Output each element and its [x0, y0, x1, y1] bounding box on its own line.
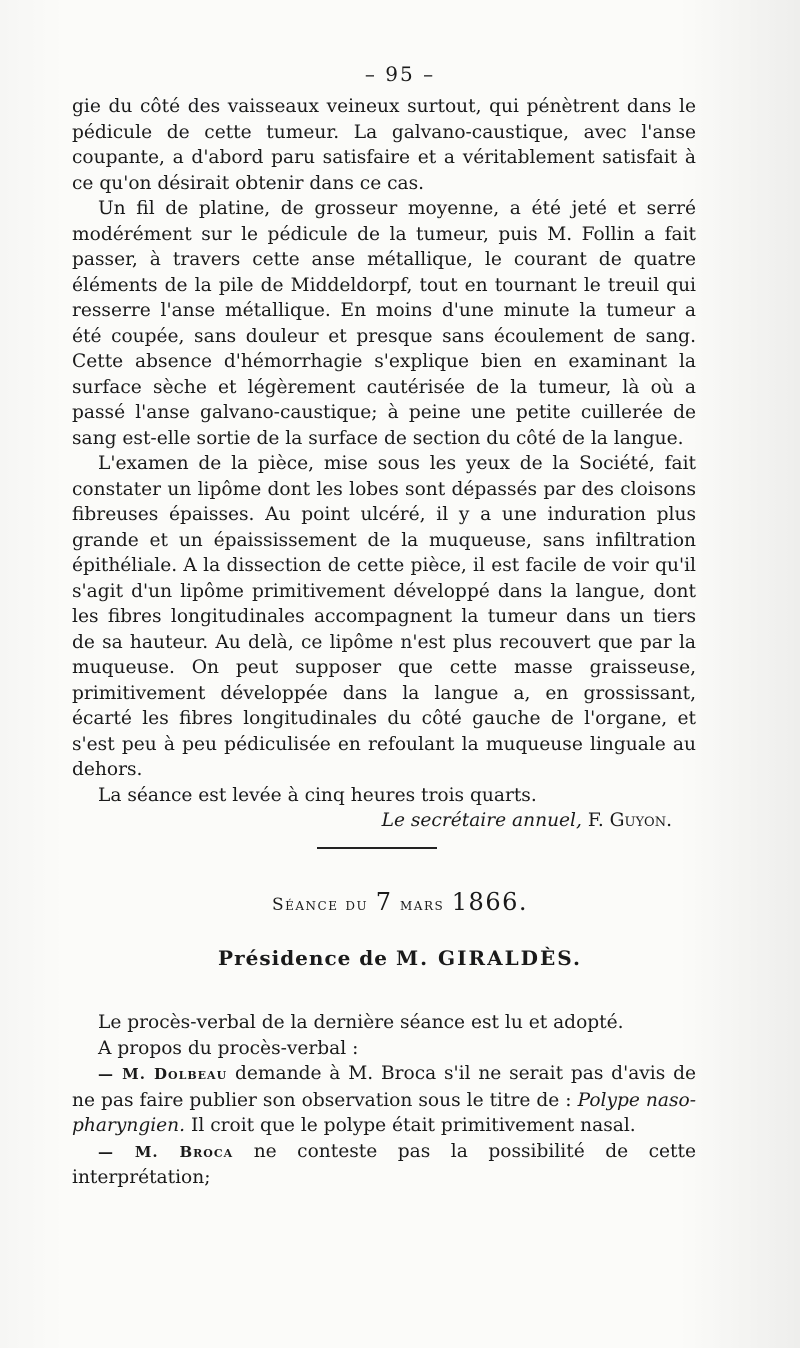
section-divider — [317, 847, 437, 849]
minutes-paragraph-2: A propos du procès-verbal : — [98, 1037, 359, 1059]
minutes-paragraph-1: Le procès-verbal de la dernière séance est lu et adopté. — [98, 1012, 624, 1033]
session-prefix: Séance du — [271, 895, 369, 915]
minutes-paragraph-4 — [72, 1139, 696, 1191]
dolbeau-text-b: Il croit que le polype était primitivement nasal. — [191, 1115, 636, 1136]
page-number: – 95 – — [364, 62, 436, 86]
signature-name: F. Guyon. — [587, 810, 672, 831]
broca-text: ne conteste pas la possibilité de cette interprétation; — [72, 1140, 696, 1188]
minutes-text-block — [72, 1010, 696, 1191]
paragraph-1: gie du côté des vaisseaux veineux surtout, qui pénètrent dans le pédicule de cette tumeur. La galvano-caustique, avec l'anse coupante, a d'abord paru satisfaire et a véritablement satisfait à ce qu'on désirait obtenir dans ce cas. — [72, 96, 696, 194]
dolbeau-text-a: demande à M. Broca s'il ne serait pas d'avis de ne pas faire publier son observation sous le titre de : — [72, 1063, 696, 1111]
presidency-name: M. GIRALDÈS. — [395, 946, 582, 970]
session-month: mars — [400, 895, 445, 915]
session-heading — [0, 888, 800, 916]
presidency-heading — [0, 946, 800, 970]
speaker-dolbeau: — M. Dolbeau — [98, 1065, 228, 1083]
paragraph-3: L'examen de la pièce, mise sous les yeux de la Société, fait constater un lipôme dont les lobes sont dépassés par des cloisons fibreuses épaisses. Au point ulcéré, il y a une induration plus grande et un épaississement de la muqueuse, sans infiltration épithéliale. A la dissection de cette pièce, il est facile de voir qu'il s'agit d'un lipôme primitivement développé dans la langue, dont les fibres longitudinales accompagnent la tumeur dans un tiers de sa hauteur. Au delà, ce lipôme n'est plus recouvert que par la muqueuse. On peut supposer que cette masse graisseuse, primitivement développée dans la langue a, en grossissant, écarté les fibres longitudinales du côté gauche de l'organe, et s'est peu à peu pédiculisée en refoulant la muqueuse linguale au dehors. — [72, 453, 696, 780]
signature — [72, 808, 696, 834]
session-day: 7 — [375, 888, 393, 916]
dolbeau-title-italic: Polype naso-pharyngien. — [72, 1089, 696, 1136]
paragraph-2: Un fil de platine, de grosseur moyenne, a été jeté et serré modérément sur le pédicule de la tumeur, puis M. Follin a fait passer, à travers cette anse métallique, le courant de quatre éléments de la pile de Middeldorpf, tout en tournant le treuil qui resserre l'anse métallique. En moins d'une minute la tumeur a été coupée, sans douleur et presque sans écoulement de sang. Cette absence d'hémorrhagie s'explique bien en examinant la surface sèche et légèrement cautérisée de la tumeur, là où a passé l'anse galvano-caustique; à peine une petite cuillerée de sang est-elle sortie de la surface de section du côté de la langue. — [72, 198, 696, 449]
paragraph-4: La séance est levée à cinq heures trois quarts. — [98, 784, 537, 806]
presidency-label: Présidence de — [218, 946, 389, 970]
session-year: 1866. — [451, 888, 528, 916]
speaker-broca: — M. Broca — [98, 1142, 234, 1161]
minutes-paragraph-3 — [72, 1061, 696, 1139]
signature-role: Le secrétaire annuel, — [381, 810, 582, 831]
main-text-block — [72, 94, 696, 834]
